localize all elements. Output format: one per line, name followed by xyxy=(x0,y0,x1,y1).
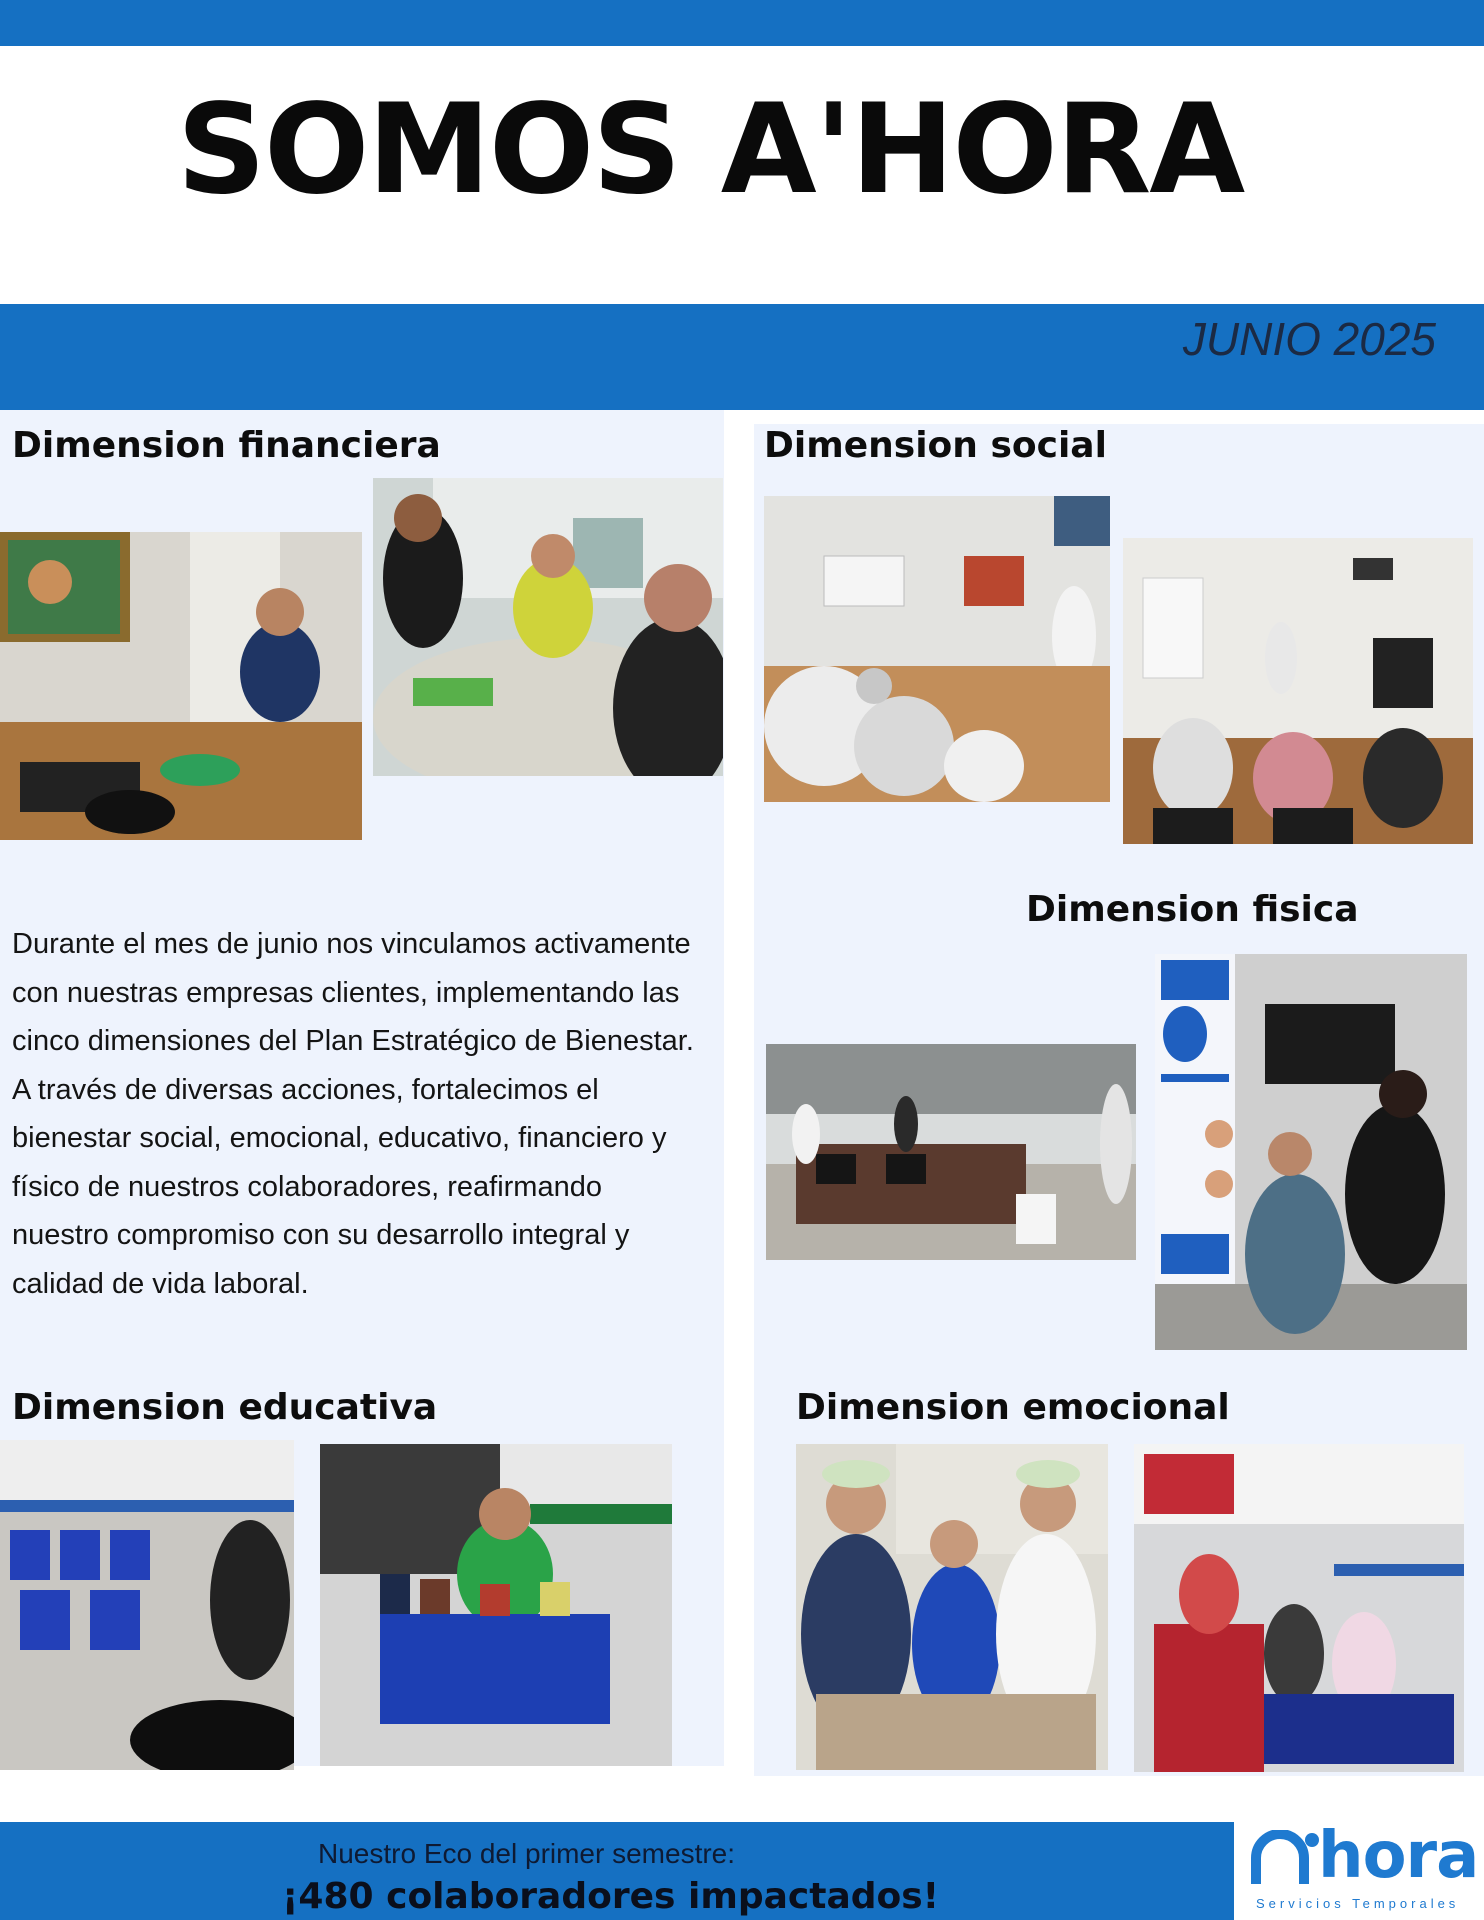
intro-line: nuestro compromiso con su desarrollo integral y xyxy=(12,1219,630,1251)
footer-highlight: ¡480 colaboradores impactados! xyxy=(282,1876,940,1917)
photo-emocional-workers xyxy=(796,1444,1108,1770)
top-banner-strip xyxy=(0,0,1484,46)
photo-emocional-stand xyxy=(1134,1444,1464,1772)
intro-line: cinco dimensiones del Plan Estratégico de Bienestar. xyxy=(12,1025,694,1057)
photo-social-training-room xyxy=(764,496,1110,802)
intro-line: físico de nuestros colaboradores, reafirmando xyxy=(12,1170,602,1203)
photo-educativa-book-stand xyxy=(320,1444,672,1766)
logo-subtitle: Servicios Temporales xyxy=(1256,1896,1460,1911)
photo-fisica-office-exercise xyxy=(766,1044,1136,1260)
logo-wordmark: hora xyxy=(1318,1819,1479,1893)
photo-fisica-massage xyxy=(1155,954,1467,1350)
photo-educativa-classroom xyxy=(0,1440,294,1770)
page-title: SOMOS A'HORA xyxy=(176,78,1244,222)
footer-subtitle: Nuestro Eco del primer semestre: xyxy=(318,1838,736,1869)
issue-month: JUNIO 2025 xyxy=(1182,313,1436,365)
section-heading-financiera: Dimension financiera xyxy=(12,425,441,466)
section-heading-social: Dimension social xyxy=(764,425,1107,466)
section-heading-fisica: Dimension fisica xyxy=(1026,889,1359,930)
intro-line: calidad de vida laboral. xyxy=(12,1267,309,1300)
intro-line: bienestar social, emocional, educativo, financiero y xyxy=(12,1122,667,1154)
intro-line: con nuestras empresas clientes, implementando las xyxy=(12,976,680,1009)
intro-line: A través de diversas acciones, fortalecimos el xyxy=(12,1073,599,1106)
section-heading-educativa: Dimension educativa xyxy=(12,1387,438,1428)
intro-paragraph xyxy=(12,920,732,1308)
photo-financiera-table xyxy=(373,478,723,776)
photo-social-classroom xyxy=(1123,538,1473,844)
section-heading-emocional: Dimension emocional xyxy=(796,1387,1230,1428)
intro-line: Durante el mes de junio nos vinculamos activamente xyxy=(12,928,691,960)
photo-financiera-meeting xyxy=(0,532,362,840)
